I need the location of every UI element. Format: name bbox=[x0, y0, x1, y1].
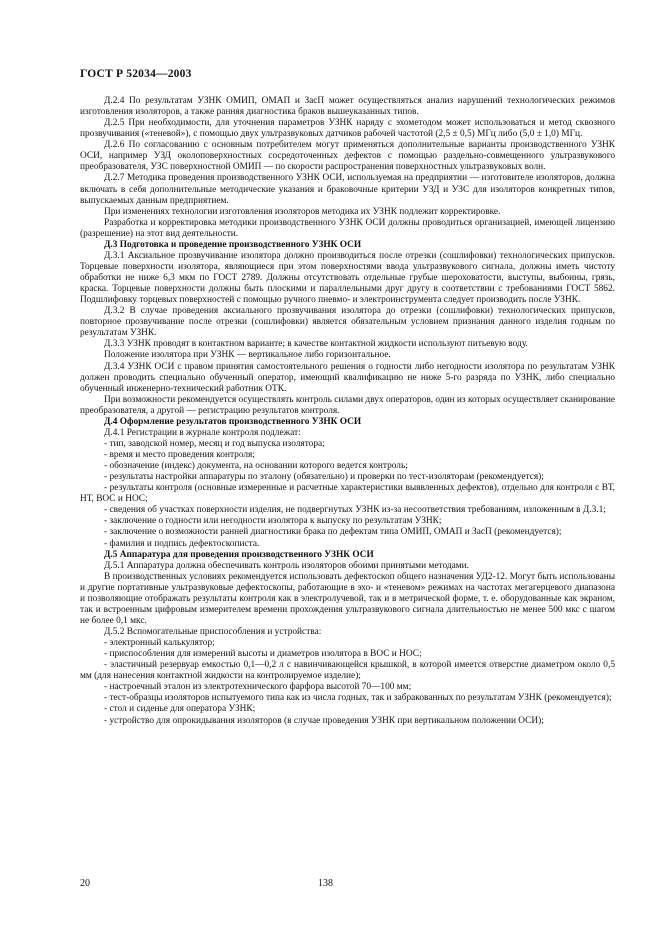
paragraph: - фамилия и подпись дефектоскописта. bbox=[104, 538, 260, 549]
paragraph: Д.3.1 Аксиальное прозвучивание изолятора должно производиться после отрезки (сошлифовки) технологических припусков. Торцевые поверхности изолятора, являющиеся при этом поверхностями ввода ультразвукового сигнала, должны иметь чистоту обработки не ниже 6,3 мкм по ГОСТ 2789. Должны отсутствовать отдельные грубые шероховатости, выступы, выбоины, грязь, краска. Торцевые поверхности должны быть плоскими и параллельными друг другу в соответствии с требованиями ГОСТ 5862. Подшлифовку торцевых поверхностей с помощью ручного пневмо- и электроинструмента следует производить после УЗНК. bbox=[80, 250, 615, 306]
paragraph: - заключение о возможности ранней диагностики брака по дефектам типа ОМИП, ОМАП и ЗасП (рекомендуется); bbox=[104, 527, 562, 538]
paragraph: Положение изолятора при УЗНК — вертикальное либо горизонтальное. bbox=[104, 350, 391, 361]
paragraph: - результаты настройки аппаратуры по эталону (обязательно) и проверки по тест-изоляторам (рекомендуется); bbox=[104, 472, 544, 483]
document-header: ГОСТ Р 52034—2003 bbox=[80, 68, 192, 80]
paragraph: - сведения об участках поверхности изделия, не подвергнутых УЗНК из-за несоответствия требованиям, изложенным в Д.3.1; bbox=[104, 505, 606, 516]
paragraph: - заключение о годности или негодности изолятора к выпуску по результатам УЗНК; bbox=[104, 516, 442, 527]
paragraph: Д.3.3 УЗНК проводят в контактном варианте; в качестве контактной жидкости используют питьевую воду. bbox=[104, 339, 528, 350]
paragraph: Д.2.4 По результатам УЗНК ОМИП, ОМАП и ЗасП может осуществляться анализ нарушений технологических режимов изготовления изоляторов, а также ранняя диагностика браков вышеуказанных типов. bbox=[80, 96, 615, 118]
paragraph: - стол и сиденье для оператора УЗНК; bbox=[104, 704, 256, 715]
paragraph: Д.3.2 В случае проведения аксиального прозвучивания изолятора до отрезки (сошлифовки) технологических припусков, повторное прозвучивание после отрезки (сошлифовки) является обязательным условием признания данного изделия годным по результатам УЗНК. bbox=[80, 306, 615, 339]
paragraph: Разработка и корректировка методики производственного УЗНК ОСИ должны проводиться организацией, имеющей лицензию (разрешение) на этот вид деятельности. bbox=[80, 217, 615, 239]
paragraph: - обозначение (индекс) документа, на основании которого ведется контроль; bbox=[104, 461, 408, 472]
paragraph: - результаты контроля (основные измеренные и расчетные характеристики выявленных дефектов), отдельно для контроля с ВТ, НТ, ВОС и НОС; bbox=[80, 483, 615, 505]
paragraph: Д.5.2 Вспомогательные приспособления и устройства: bbox=[104, 627, 322, 637]
paragraph: Д.2.6 По согласованию с основным потребителем могут применяться дополнительные варианты производственного УЗНК ОСИ, например УЗД околоповерхностных сосредоточенных дефектов с помощью раздельно-совмещенного ультразвукового преобразователя, УЗС поверхностной ОМИП — по скорости распространения поверхностных ультразвуковых волн. bbox=[80, 140, 615, 173]
paragraph: В производственных условиях рекомендуется использовать дефектоскоп общего назначения УД2-12. Могут быть использованы и другие портативные ультразвуковые дефектоскопы, работающие в эхо- и «теневом» режимах на частотах мегагерцевого диапазона и позволяющие отображать результаты контроля как в электролучевой, так и в метрической форме, т. е. оборудованные как экраном, так и встроенным цифровым измерителем времени прохождения ультразвукового сигнала длительностью не менее 500 мкс с шагом не более 0,1 мкс. bbox=[80, 571, 615, 626]
paragraph: Д.2.7 Методика проведения производственного УЗНК ОСИ, используемая на предприятии — изготовителе изоляторов, должна включать в себя дополнительные методические указания и браковочные критерии УЗД и УЗС для изоляторов конкретных типов, выпускаемых данным предприятием. bbox=[80, 173, 615, 206]
paragraph: - устройство для опрокидывания изоляторов (в случае проведения УЗНК при вертикальном положении ОСИ); bbox=[104, 715, 544, 726]
paragraph: - время и место проведения контроля; bbox=[104, 450, 255, 460]
page-number: 20 bbox=[80, 878, 90, 889]
section-heading: Д.4 Оформление результатов производственного УЗНК ОСИ bbox=[104, 416, 362, 427]
paragraph: - эластичный резервуар емкостью 0,1—0,2 л с навинчивающейся крышкой, в которой имеется отверстие диаметром около 0,5 мм (для нанесения контактной жидкости на контролируемое изделие); bbox=[80, 660, 615, 682]
paragraph: Д.3.4 УЗНК ОСИ с правом принятия самостоятельного решения о годности либо негодности изолятора по результатам УЗНК должен проводить специально обученный оператор, имеющий квалификацию не ниже 5-го разряда по УЗНК, либо специально обученный инженерно-технический работник ОТК. bbox=[80, 361, 615, 394]
paragraph: При возможности рекомендуется осуществлять контроль силами двух операторов, один из которых осуществляет сканирование преобразователя, а другой — регистрацию результатов контроля. bbox=[80, 394, 615, 416]
document-body bbox=[80, 96, 615, 727]
paragraph: Д.4.1 Регистрации в журнале контроля подлежат: bbox=[104, 427, 301, 438]
paragraph: При изменениях технологии изготовления изоляторов методика их УЗНК подлежит корректировке. bbox=[104, 206, 501, 217]
section-heading: Д.3 Подготовка и проведение производственного УЗНК ОСИ bbox=[104, 239, 362, 250]
paragraph: - приспособления для измерений высоты и диаметров изолятора в ВОС и НОС; bbox=[104, 649, 422, 660]
paragraph: - настроечный эталон из электротехнического фарфора высотой 70—100 мм; bbox=[104, 682, 412, 693]
section-heading: Д.5 Аппаратура для проведения производственного УЗНК ОСИ bbox=[104, 549, 374, 560]
paragraph: Д.2.5 При необходимости, для уточнения параметров УЗНК наряду с эхометодом может использоваться и метод сквозного прозвучивания («теневой»), с помощью двух ультразвуковых датчиков рабочей частотой (2,5 ± 0,5) МГц либо (5,0 ± 1,0) МГц. bbox=[80, 118, 615, 140]
sheet-number: 138 bbox=[318, 878, 333, 889]
paragraph: - тип, заводской номер, месяц и год выпуска изолятора; bbox=[104, 438, 325, 449]
paragraph: - тест-образцы изоляторов испытуемого типа как из числа годных, так и забракованных по результатам УЗНК (рекомендуется); bbox=[104, 693, 612, 704]
paragraph: - электронный калькулятор; bbox=[104, 638, 215, 649]
paragraph: Д.5.1 Аппаратура должна обеспечивать контроль изоляторов обоими принятыми методами. bbox=[104, 560, 469, 571]
